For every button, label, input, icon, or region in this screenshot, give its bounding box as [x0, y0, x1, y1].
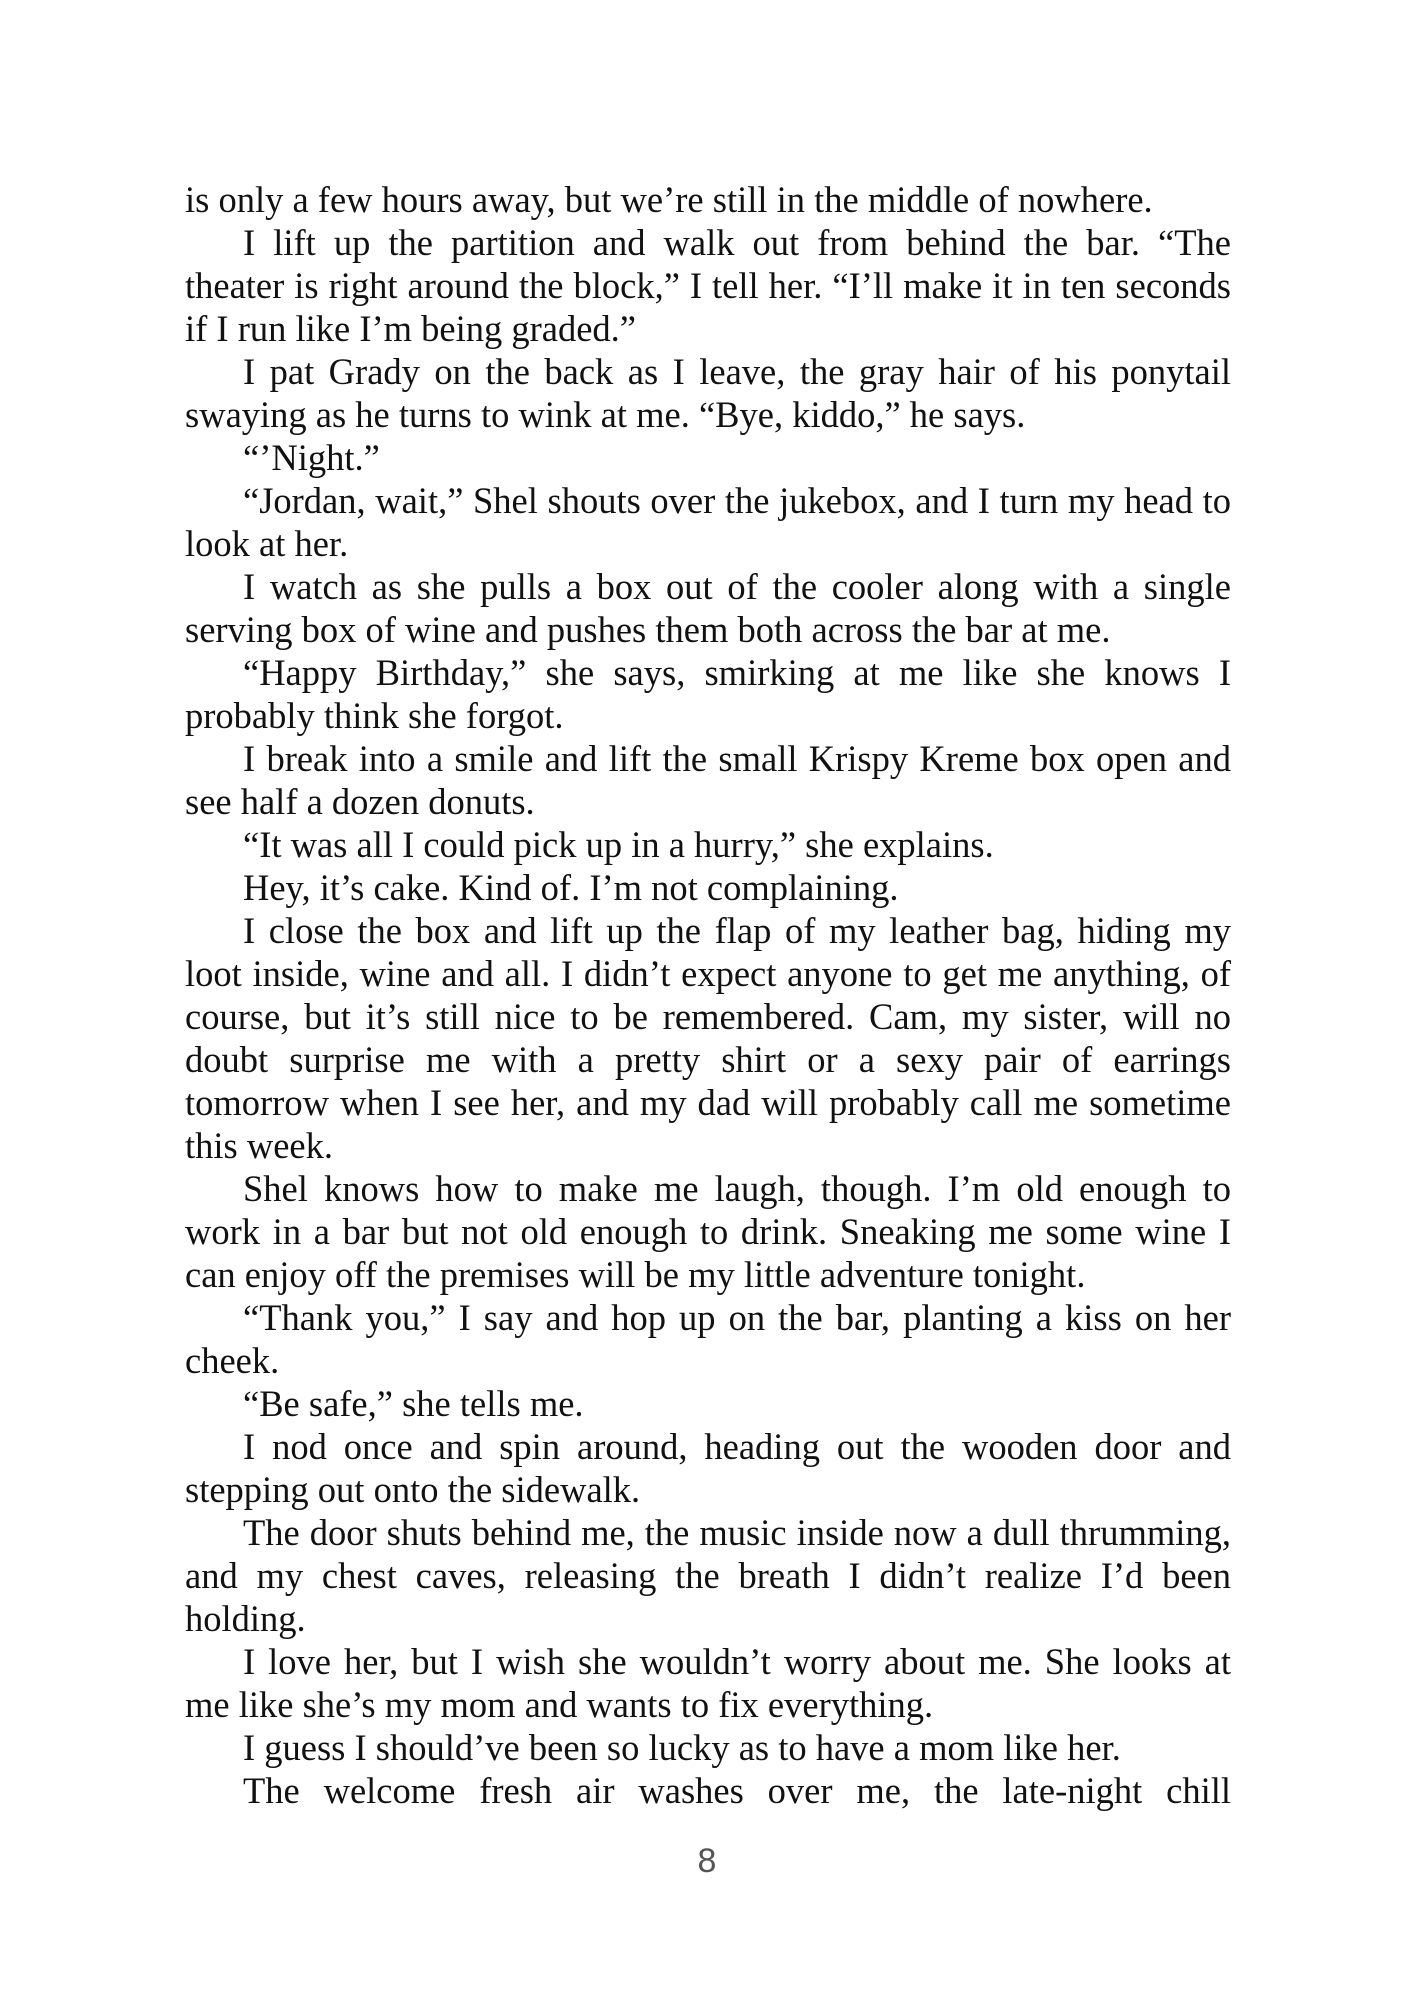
paragraph-13: “Thank you,” I say and hop up on the bar, planting a kiss on her cheek. — [185, 1297, 1231, 1381]
paragraph-12: Shel knows how to make me laugh, though. I’m old enough to work in a bar but not old enough to drink. Sneaking me some wine I can enjoy off the premises will be my little adventure tonight. — [185, 1168, 1231, 1295]
paragraph-15: I nod once and spin around, heading out the wooden door and stepping out onto the sidewalk. — [185, 1426, 1231, 1510]
paragraph-3: I pat Grady on the back as I leave, the gray hair of his ponytail swaying as he turns to wink at me. “Bye, kiddo,” he says. — [185, 351, 1231, 435]
body-text — [185, 178, 1231, 1812]
paragraph-1: is only a few hours away, but we’re still in the middle of nowhere. — [185, 179, 1153, 220]
paragraph-7: “Happy Birthday,” she says, smirking at me like she knows I probably think she forgot. — [185, 652, 1231, 736]
paragraph-14: “Be safe,” she tells me. — [243, 1383, 584, 1424]
paragraph-19: The welcome fresh air washes over me, the late-night chill — [243, 1770, 1231, 1811]
paragraph-6: I watch as she pulls a box out of the cooler along with a single serving box of wine and pushes them both across the bar at me. — [185, 566, 1231, 650]
paragraph-10: Hey, it’s cake. Kind of. I’m not complaining. — [243, 867, 899, 908]
paragraph-16: The door shuts behind me, the music inside now a dull thrumming, and my chest caves, releasing the breath I didn’t realize I’d been holding. — [185, 1512, 1231, 1639]
page-number: 8 — [697, 1842, 717, 1880]
paragraph-4: “’Night.” — [243, 437, 380, 478]
paragraph-8: I break into a smile and lift the small Krispy Kreme box open and see half a dozen donuts. — [185, 738, 1231, 822]
paragraph-18: I guess I should’ve been so lucky as to have a mom like her. — [243, 1727, 1121, 1768]
paragraph-9: “It was all I could pick up in a hurry,” she explains. — [243, 824, 994, 865]
paragraph-2: I lift up the partition and walk out from behind the bar. “The theater is right around the block,” I tell her. “I’ll make it in ten seconds if I run like I’m being graded.” — [185, 222, 1231, 349]
paragraph-5: “Jordan, wait,” Shel shouts over the jukebox, and I turn my head to look at her. — [185, 480, 1231, 564]
paragraph-11: I close the box and lift up the flap of my leather bag, hiding my loot inside, wine and all. I didn’t expect anyone to get me anything, of course, but it’s still nice to be remembered. Cam, my sister, will no doubt surprise me with a pretty shirt or a sexy pair of earrings tomorrow when I see her, and my dad will probably call me sometime this week. — [185, 910, 1231, 1166]
paragraph-17: I love her, but I wish she wouldn’t worry about me. She looks at me like she’s my mom and wants to fix everything. — [185, 1641, 1231, 1725]
